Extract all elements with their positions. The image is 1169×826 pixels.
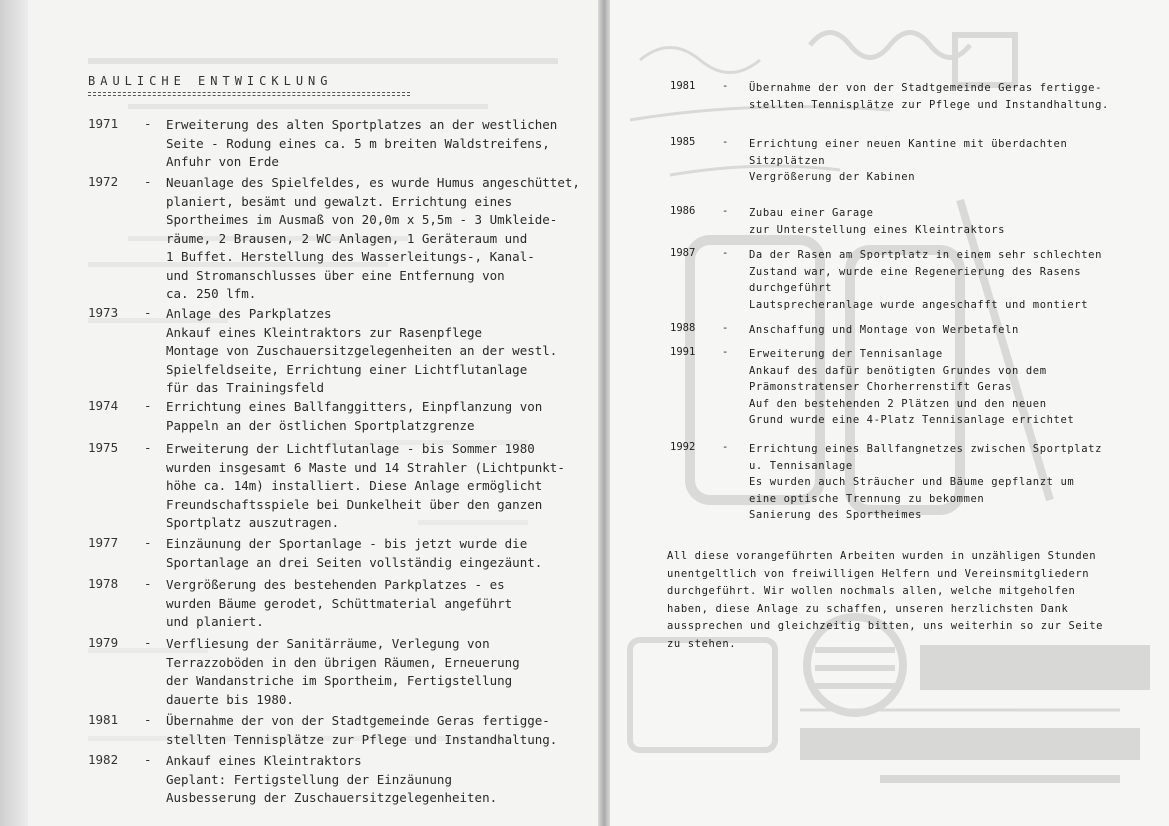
entry-line: wurden insgesamt 6 Maste und 14 Strahler (Lichtpunkt- xyxy=(166,459,565,475)
entry-line: Da der Rasen am Sportplatz in einem sehr schlechten xyxy=(749,249,1102,261)
title-underline-double xyxy=(88,95,410,96)
entry-year: 1973 xyxy=(88,305,119,320)
entry-text xyxy=(166,305,557,398)
entry-line: Einzäunung der Sportanlage - bis jetzt wurde die xyxy=(166,536,528,551)
entry-line: Grund wurde eine 4-Platz Tennisanlage errichtet xyxy=(749,414,1075,426)
chronicle-entry xyxy=(670,346,1074,429)
entry-dash: - xyxy=(144,174,152,189)
entry-text xyxy=(749,136,1067,186)
entry-year: 1975 xyxy=(88,440,119,455)
entry-line: wurden Bäume gerodet, Schüttmaterial angeführt xyxy=(166,595,513,611)
chronicle-entry xyxy=(88,398,542,435)
entry-line: Auf den bestehenden 2 Plätzen und den neuen xyxy=(749,397,1047,410)
entry-line: Sportheimes im Ausmaß von 20,0m x 5,5m - 3 Umkleide- xyxy=(166,212,558,227)
chronicle-entry xyxy=(670,136,1067,186)
entry-dash: - xyxy=(144,635,152,650)
entry-line: höhe ca. 14m) installiert. Diese Anlage ermöglicht xyxy=(166,478,543,493)
entry-dash: - xyxy=(722,136,729,148)
entry-year: 1981 xyxy=(88,712,119,727)
entry-dash: - xyxy=(144,440,152,455)
entry-line: Zubau einer Garage xyxy=(749,207,874,219)
chronicle-entry xyxy=(88,752,497,808)
entry-year: 1985 xyxy=(670,136,696,148)
entry-line: Errichtung einer neuen Kantine mit überdachten xyxy=(749,138,1068,150)
title-underline xyxy=(88,92,410,93)
chronicle-entry xyxy=(88,576,512,632)
entry-line: Übernahme der von der Stadtgemeinde Geras fertigge- xyxy=(749,82,1102,94)
entry-line: Erweiterung des alten Sportplatzes an der westlichen xyxy=(166,117,558,132)
left-page xyxy=(28,0,602,826)
entry-line: Errichtung eines Ballfangnetzes zwischen Sportplatz xyxy=(749,443,1102,455)
entry-line: Es wurden auch Sträucher und Bäume gepflanzt um xyxy=(749,476,1075,488)
entry-line: Pappeln an der östlichen Sportplatzgrenze xyxy=(166,417,475,433)
entry-dash: - xyxy=(144,116,152,131)
closing-line: aussprechen und gleichzeitig bitten, uns weiterhin so zur Seite xyxy=(667,620,1104,632)
entry-line: Ankauf des dafür benötigten Grundes von dem xyxy=(749,364,1047,377)
entry-line: Sanierung des Sportheimes xyxy=(749,509,923,521)
entry-dash: - xyxy=(144,752,152,767)
entry-line: 1 Buffet. Herstellung des Wasserleitungs-, Kanal- xyxy=(166,249,535,264)
entry-dash: - xyxy=(722,322,729,334)
chronicle-entry xyxy=(670,441,1102,524)
entry-year: 1974 xyxy=(88,398,119,413)
entry-line: Geplant: Fertigstellung der Einzäunung xyxy=(166,771,452,787)
entry-year: 1988 xyxy=(670,322,696,334)
entry-year: 1987 xyxy=(670,247,696,259)
entry-line: Ankauf eines Kleintraktors zur Rasenpflege xyxy=(166,324,483,340)
entry-text xyxy=(166,712,557,749)
entry-dash: - xyxy=(144,398,152,413)
chronicle-entry xyxy=(670,322,1019,339)
entry-line: Ankauf eines Kleintraktors xyxy=(166,753,362,768)
entry-line: Prämonstratenser Chorherrenstift Geras xyxy=(749,381,1013,393)
entry-line: Sitzplätzen xyxy=(749,154,826,167)
section-title: BAULICHE ENTWICKLUNG xyxy=(88,74,333,88)
entry-year: 1986 xyxy=(670,205,696,217)
chronicle-entry xyxy=(670,205,1005,238)
entry-line: Erweiterung der Lichtflutanlage - bis Sommer 1980 xyxy=(166,441,535,456)
entry-dash: - xyxy=(144,576,152,591)
chronicle-entry xyxy=(88,635,520,709)
entry-text xyxy=(166,440,565,533)
entry-year: 1979 xyxy=(88,635,119,650)
entry-dash: - xyxy=(722,346,729,358)
entry-text xyxy=(166,398,542,435)
chronicle-entry xyxy=(88,535,542,572)
entry-text xyxy=(749,441,1102,524)
right-page xyxy=(610,0,1169,826)
chronicle-entry xyxy=(88,440,565,533)
entry-line: Spielfeldseite, Errichtung einer Lichtflutanlage xyxy=(166,361,528,377)
entry-year: 1992 xyxy=(670,441,696,453)
entry-text xyxy=(749,247,1102,313)
closing-line: zu stehen. xyxy=(667,637,737,650)
entry-line: Sportplatz auszutragen. xyxy=(166,515,340,530)
entry-line: Anfuhr von Erde xyxy=(166,154,279,169)
entry-text xyxy=(166,535,542,572)
entry-dash: - xyxy=(144,305,152,320)
chronicle-entry xyxy=(670,247,1102,313)
entry-text xyxy=(749,205,1005,238)
entry-line: Übernahme der von der Stadtgemeinde Geras fertigge- xyxy=(166,713,550,728)
entry-line: Lautsprecheranlage wurde angeschafft und montiert xyxy=(749,298,1089,311)
entry-line: Anschaffung und Montage von Werbetafeln xyxy=(749,324,1019,336)
entry-line: durchgeführt xyxy=(749,282,833,294)
entry-year: 1991 xyxy=(670,346,696,358)
entry-line: zur Unterstellung eines Kleintraktors xyxy=(749,223,1006,236)
entry-year: 1971 xyxy=(88,116,119,131)
entry-year: 1981 xyxy=(670,80,696,92)
closing-line: durchgeführt. Wir wollen nochmals allen, welche mitgeholfen xyxy=(667,585,1076,597)
entry-line: Montage von Zuschauersitzgelegenheiten an der westl. xyxy=(166,343,558,358)
entry-year: 1982 xyxy=(88,752,119,767)
entry-text xyxy=(166,116,557,172)
entry-line: und planiert. xyxy=(166,614,264,629)
chronicle-entry xyxy=(88,712,557,749)
entry-dash: - xyxy=(144,712,152,727)
closing-paragraph xyxy=(667,548,1103,653)
entry-line: Anlage des Parkplatzes xyxy=(166,306,332,321)
entry-year: 1978 xyxy=(88,576,119,591)
entry-line: Verfliesung der Sanitärräume, Verlegung von xyxy=(166,636,490,651)
entry-text xyxy=(749,322,1019,339)
entry-line: Neuanlage des Spielfeldes, es wurde Humus angeschüttet, xyxy=(166,175,580,190)
entry-dash: - xyxy=(722,441,729,453)
entry-line: dauerte bis 1980. xyxy=(166,691,294,707)
entry-text xyxy=(749,80,1109,113)
entry-year: 1972 xyxy=(88,174,119,189)
closing-line: unentgeltlich von freiwilligen Helfern und Vereinsmitgliedern xyxy=(667,567,1090,580)
entry-line: Errichtung eines Ballfanggitters, Einpflanzung von xyxy=(166,399,543,414)
entry-text xyxy=(166,174,580,304)
entry-line: Freundschaftsspiele bei Dunkelheit über den ganzen xyxy=(166,496,543,512)
entry-line: räume, 2 Brausen, 2 WC Anlagen, 1 Geräteraum und xyxy=(166,230,528,246)
entry-text xyxy=(749,346,1074,429)
entry-line: ca. 250 lfm. xyxy=(166,286,257,301)
entry-text xyxy=(166,576,512,632)
entry-line: Ausbesserung der Zuschauersitzgelegenheiten. xyxy=(166,790,498,805)
entry-line: Erweiterung der Tennisanlage xyxy=(749,348,943,360)
entry-line: planiert, besämt und gewalzt. Errichtung eines xyxy=(166,193,513,209)
entry-line: Seite - Rodung eines ca. 5 m breiten Waldstreifens, xyxy=(166,135,550,151)
entry-line: Terrazzoböden in den übrigen Räumen, Erneuerung xyxy=(166,654,520,670)
entry-year: 1977 xyxy=(88,535,119,550)
entry-line: Vergrößerung des bestehenden Parkplatzes - es xyxy=(166,577,505,592)
entry-line: stellten Tennisplätze zur Pflege und Instandhaltung. xyxy=(749,98,1109,111)
entry-line: Zustand war, wurde eine Regenerierung des Rasens xyxy=(749,265,1082,278)
entry-dash: - xyxy=(722,247,729,259)
closing-line: haben, diese Anlage zu schaffen, unseren herzlichsten Dank xyxy=(667,602,1069,615)
chronicle-entry xyxy=(670,80,1109,113)
chronicle-entry xyxy=(88,305,557,398)
entry-dash: - xyxy=(722,80,729,92)
entry-line: Sportanlage an drei Seiten vollständig eingezäunt. xyxy=(166,554,543,570)
entry-line: Vergrößerung der Kabinen xyxy=(749,171,916,183)
closing-line: All diese vorangeführten Arbeiten wurden in unzähligen Stunden xyxy=(667,550,1097,562)
chronicle-entry xyxy=(88,116,557,172)
entry-line: und Stromanschlusses über eine Entfernung von xyxy=(166,267,505,283)
entry-line: u. Tennisanlage xyxy=(749,459,853,472)
page-edge-shadow xyxy=(0,0,28,826)
entry-dash: - xyxy=(144,535,152,550)
entry-line: stellten Tennisplätze zur Pflege und Instandhaltung. xyxy=(166,731,558,747)
entry-line: eine optische Trennung zu bekommen xyxy=(749,492,985,505)
entry-line: für das Trainingsfeld xyxy=(166,380,325,395)
entry-text xyxy=(166,635,520,709)
entry-dash: - xyxy=(722,205,729,217)
entry-line: der Wandanstriche im Sportheim, Fertigstellung xyxy=(166,673,513,688)
entry-text xyxy=(166,752,497,808)
chronicle-entry xyxy=(88,174,580,304)
